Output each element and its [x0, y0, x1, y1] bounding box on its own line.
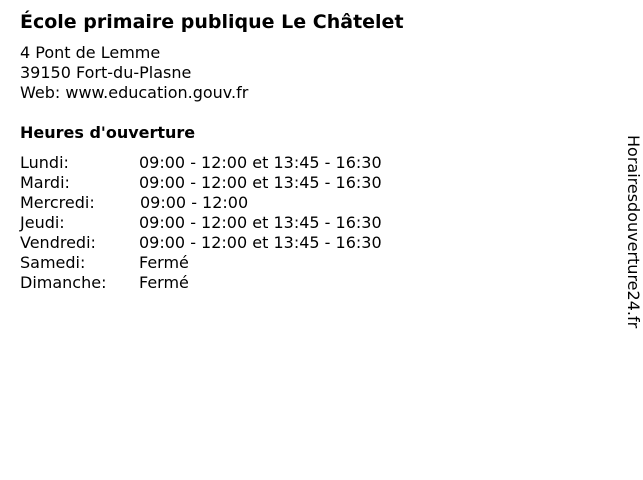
time-value: 09:00 - 12:00	[140, 193, 249, 212]
time-value: 09:00 - 12:00 et 13:45 - 16:30	[139, 153, 382, 172]
time-value: 09:00 - 12:00 et 13:45 - 16:30	[139, 173, 382, 192]
day-label: Mardi:	[20, 173, 70, 192]
time-value: 09:00 - 12:00 et 13:45 - 16:30	[139, 233, 382, 252]
address-web: Web: www.education.gouv.fr	[20, 83, 249, 102]
day-label: Samedi:	[20, 253, 86, 272]
page-title: École primaire publique Le Châtelet	[20, 11, 404, 33]
day-label: Mercredi:	[20, 193, 95, 212]
time-value: 09:00 - 12:00 et 13:45 - 16:30	[139, 213, 382, 232]
day-label: Jeudi:	[20, 213, 65, 232]
time-value: Fermé	[139, 253, 189, 272]
time-value: Fermé	[139, 273, 189, 292]
address-street: 4 Pont de Lemme	[20, 43, 161, 62]
hours-heading: Heures d'ouverture	[20, 123, 196, 142]
day-label: Vendredi:	[20, 233, 96, 252]
day-label: Lundi:	[20, 153, 69, 172]
address-block	[20, 43, 248, 103]
site-watermark: Horairesdouverture24.fr	[624, 135, 643, 329]
address-city: 39150 Fort-du-Plasne	[20, 63, 192, 82]
day-label: Dimanche:	[20, 273, 107, 292]
